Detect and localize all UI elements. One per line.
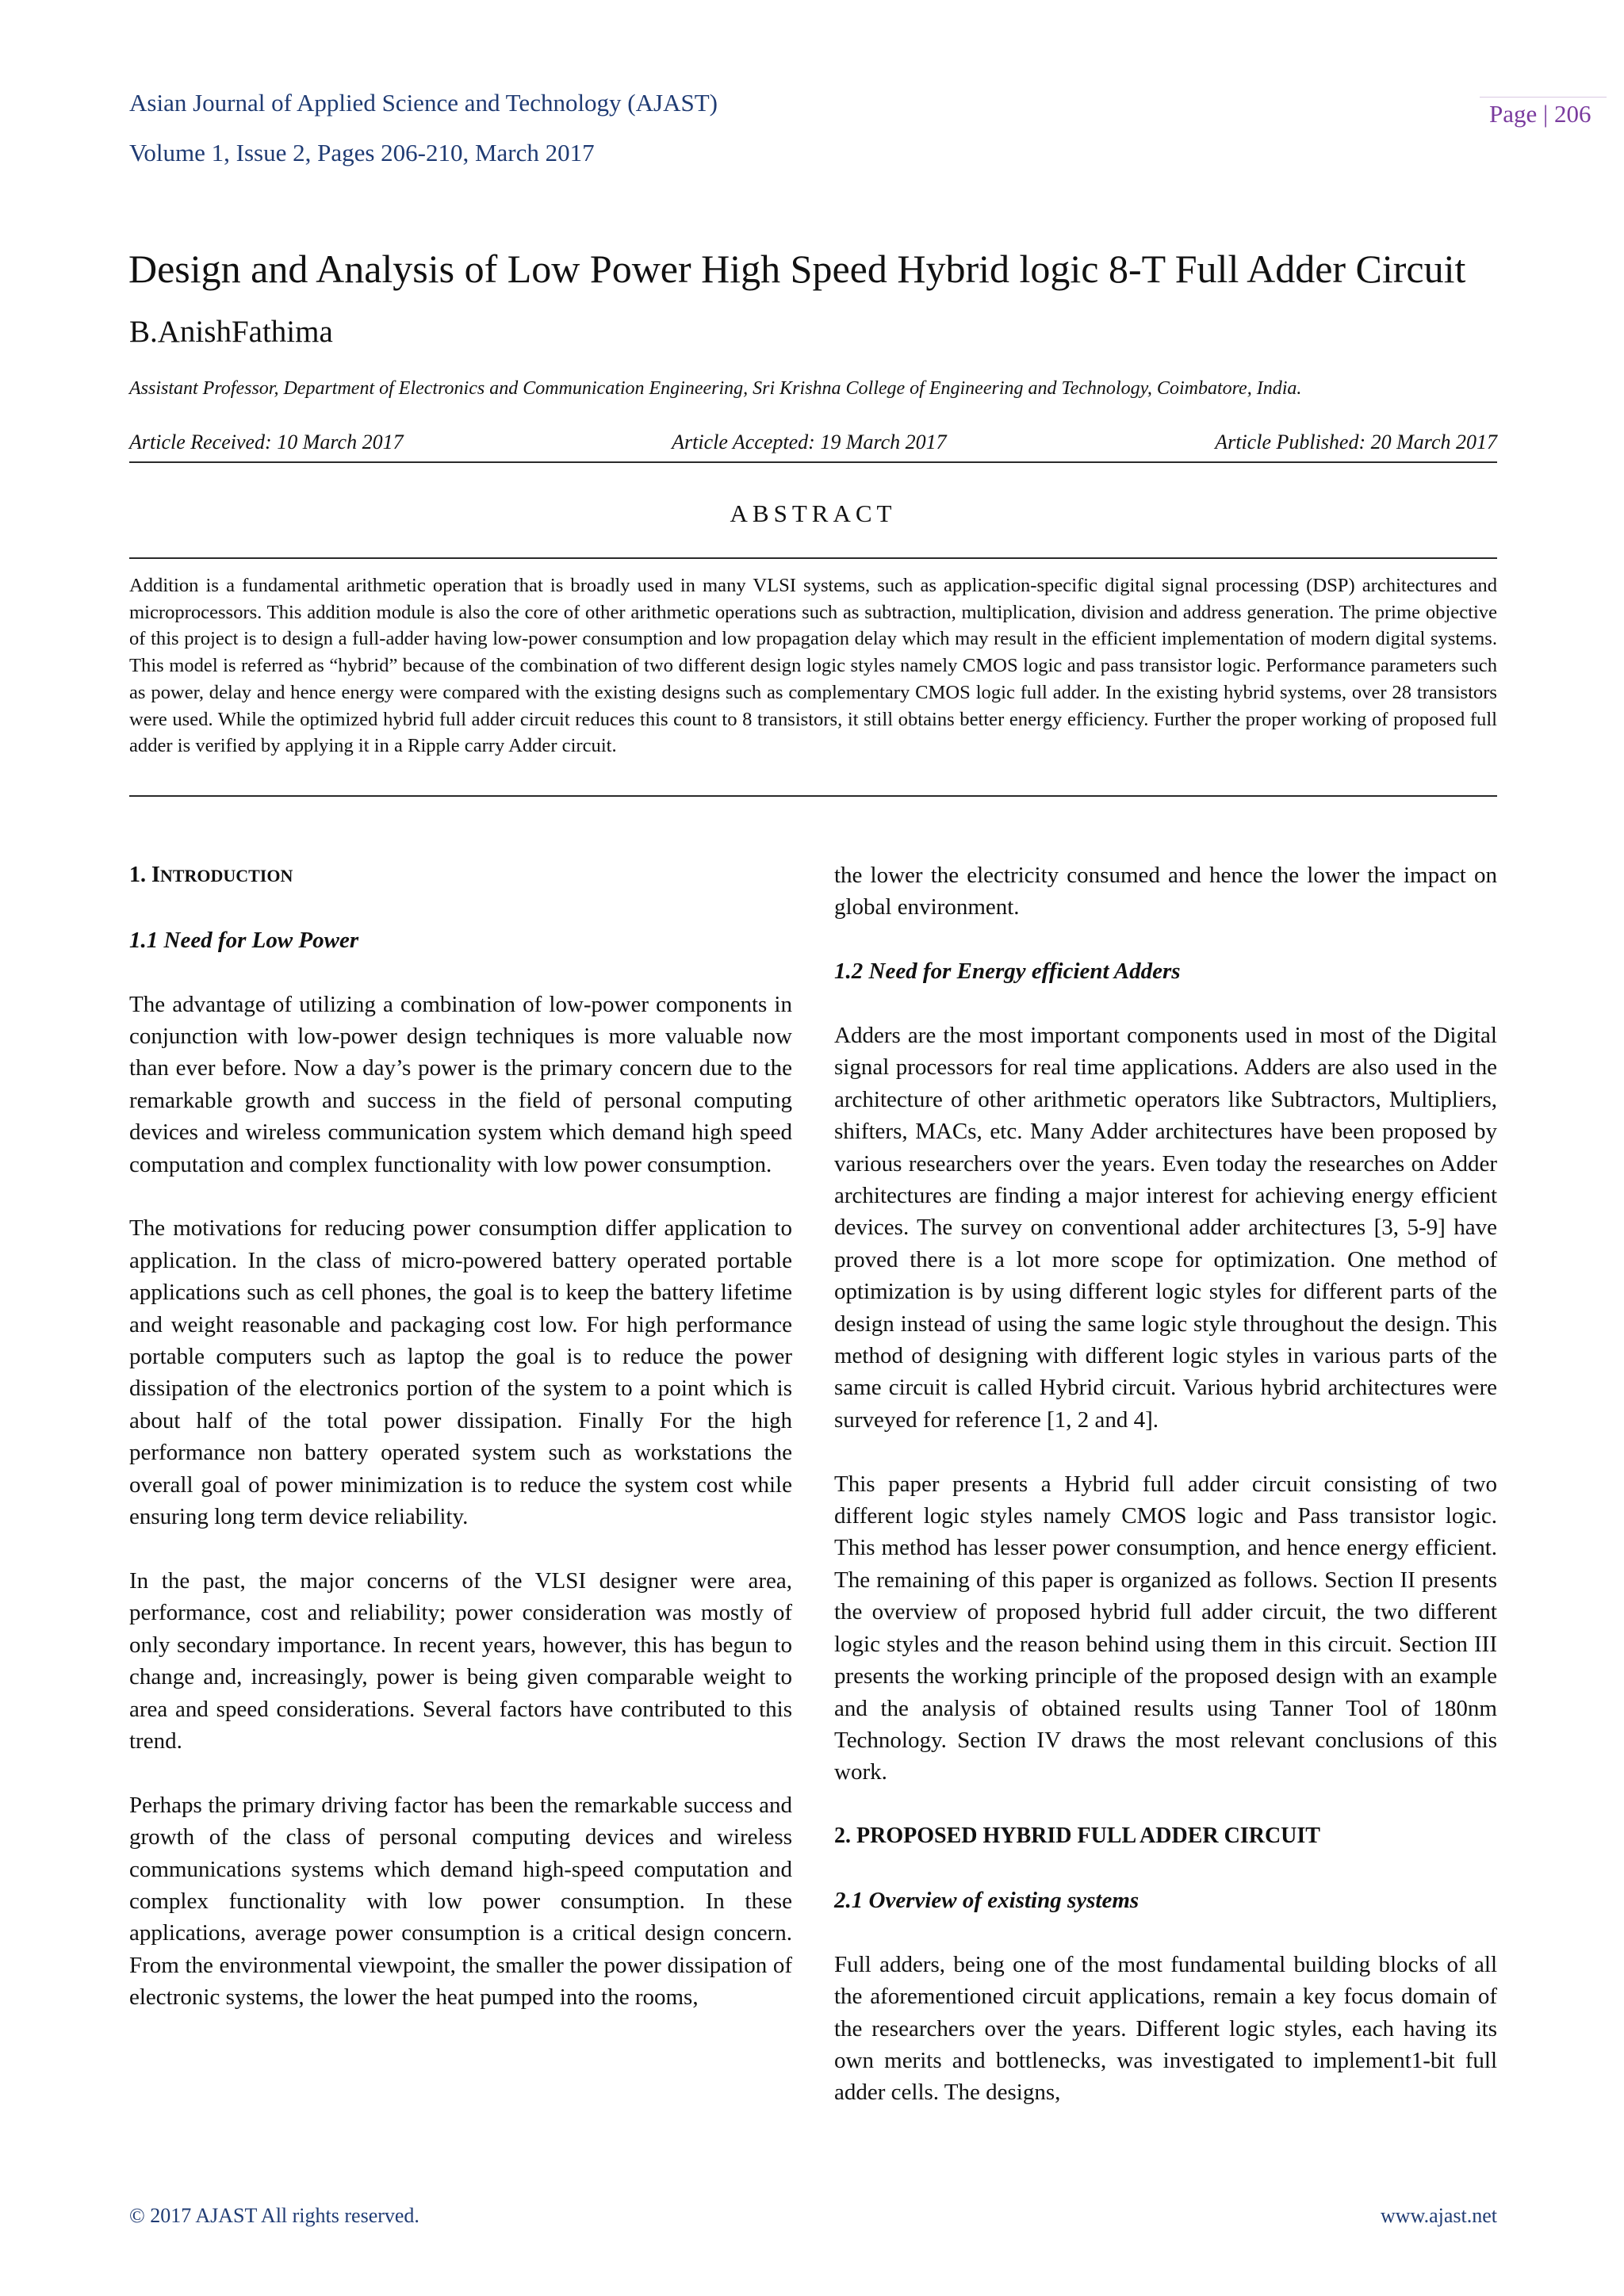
paragraph: Adders are the most important components used in most of the Digital signal processors for real time applications. Adders are also used in the architecture of other arithmetic operators like Subtractors, Multipliers, shifters, MACs, etc. Many Adder architectures have been proposed by various researchers over the years. Even today the researches on Adder architectures are finding a major interest for achieving energy efficient devices. The survey on conventional adder architectures [3, 5-9] have proved there is a lot more scope for optimization. One method of optimization is by using different logic styles for different parts of the design instead of using the same logic style throughout the design. This method of designing with different logic styles in various parts of the same circuit is called Hybrid circuit. Various hybrid architectures were surveyed for reference [1, 2 and 4]. — [834, 1023, 1497, 1433]
paragraph: The advantage of utilizing a combination of low-power components in conjunction with low-power design techniques is more valuable now than ever before. Now a day’s power is the primary concern due to the remarkable growth and success in the field of personal computing devices and wireless communication system which demand high speed computation and complex functionality with low power consumption. — [129, 991, 792, 1177]
paper-title: Design and Analysis of Low Power High Speed Hybrid logic 8-T Full Adder Circuit — [128, 247, 1466, 291]
section-2-heading: 2. PROPOSED HYBRID FULL ADDER CIRCUIT — [834, 1823, 1320, 1849]
paragraph: The motivations for reducing power consumption differ application to application. In the class of micro-powered battery operated portable applications such as cell phones, the goal is to keep the battery lifetime and weight reasonable and packaging cost low. For high performance portable computers such as laptop the goal is to reduce the power dissipation of the electronics portion of the system to a point which is about half of the total power dissipation. Finally For the high performance non battery operated system such as workstations the overall goal of power minimization is to reduce the system cost while ensuring long term device reliability. — [129, 1215, 792, 1530]
author-name: B.AnishFathima — [129, 315, 333, 349]
paragraph: the lower the electricity consumed and hence the lower the impact on global environment. — [834, 863, 1497, 920]
paragraph: Full adders, being one of the most fundamental building blocks of all the aforementioned circuit applications, remain a key focus domain of the researchers over the years. Different logic styles, each having its own merits and bottlenecks, was investigated to implement1-bit full adder cells. The designs, — [834, 1951, 1497, 2106]
divider-abstract-bottom — [129, 795, 1497, 797]
article-dates — [129, 430, 1497, 454]
section-1-heading: 1. INTRODUCTION — [129, 863, 293, 887]
divider-abstract-top — [129, 557, 1497, 559]
website-link[interactable]: www.ajast.net — [1380, 2204, 1497, 2227]
paragraph: In the past, the major concerns of the VLSI designer were area, performance, cost and reliability; power consideration was mostly of only secondary importance. In recent years, however, this has begun to change and, increasingly, power is being given comparable weight to area and speed considerations. Several factors have contributed to this trend. — [129, 1567, 792, 1754]
accepted-date: Article Accepted: 19 March 2017 — [672, 430, 947, 453]
volume-info: Volume 1, Issue 2, Pages 206-210, March 2017 — [129, 139, 595, 166]
page-number: Page | 206 — [1489, 100, 1591, 128]
paragraph: This paper presents a Hybrid full adder circuit consisting of two different logic styles namely CMOS logic and Pass transistor logic. This method has lesser power consumption, and hence energy efficient. The remaining of this paper is organized as follows. Section II presents the overview of proposed hybrid full adder circuit, the two different logic styles and the reason behind using them in this circuit. Section III presents the working principle of the proposed design with an example and the analysis of obtained results using Tanner Tool of 180nm Technology. Section IV draws the most relevant conclusions of this work. — [834, 1471, 1497, 1785]
journal-name: Asian Journal of Applied Science and Technology (AJAST) — [129, 89, 718, 117]
copyright-notice: © 2017 AJAST All rights reserved. — [129, 2204, 419, 2227]
abstract-text: Addition is a fundamental arithmetic operation that is broadly used in many VLSI systems, such as application-specific digital signal processing (DSP) architectures and microprocessors. This addition module is also the core of other arithmetic operations such as subtraction, multiplication, division and address generation. The prime objective of this project is to design a full-adder having low-power consumption and low propagation delay which may result in the efficient implementation of modern digital systems. This model is referred as “hybrid” because of the combination of two different design logic styles namely CMOS logic and pass transistor logic. Performance parameters such as power, delay and hence energy were compared with the existing designs such as complementary CMOS logic full adder. In the existing hybrid systems, over 28 transistors were used. While the optimized hybrid full adder circuit reduces this count to 8 transistors, it still obtains better energy efficiency. Further the proper working of proposed full adder is verified by applying it in a Ripple carry Adder circuit. — [129, 575, 1497, 757]
abstract-heading: ABSTRACT — [730, 499, 897, 527]
page-badge-rule — [1480, 97, 1607, 98]
author-affiliation: Assistant Professor, Department of Electronics and Communication Engineering, Sri Krishna College of Engineering and Technology, Coimbatore, India. — [129, 378, 1302, 399]
subsection-1-2-heading: 1.2 Need for Energy efficient Adders — [834, 959, 1181, 985]
published-date: Article Published: 20 March 2017 — [1215, 430, 1497, 453]
subsection-1-1-heading: 1.1 Need for Low Power — [129, 927, 359, 953]
received-date: Article Received: 10 March 2017 — [129, 430, 404, 453]
subsection-2-1-heading: 2.1 Overview of existing systems — [834, 1887, 1139, 1913]
right-column — [834, 859, 1497, 2109]
left-column — [129, 859, 792, 2014]
paragraph: Perhaps the primary driving factor has been the remarkable success and growth of the class of personal computing devices and wireless communications systems which demand high-speed computation and complex functionality with low power consumption. In these applications, average power consumption is a critical design concern. From the environmental viewpoint, the smaller the power dissipation of electronic systems, the lower the heat pumped into the rooms, — [129, 1792, 792, 2011]
divider-top — [129, 461, 1497, 463]
